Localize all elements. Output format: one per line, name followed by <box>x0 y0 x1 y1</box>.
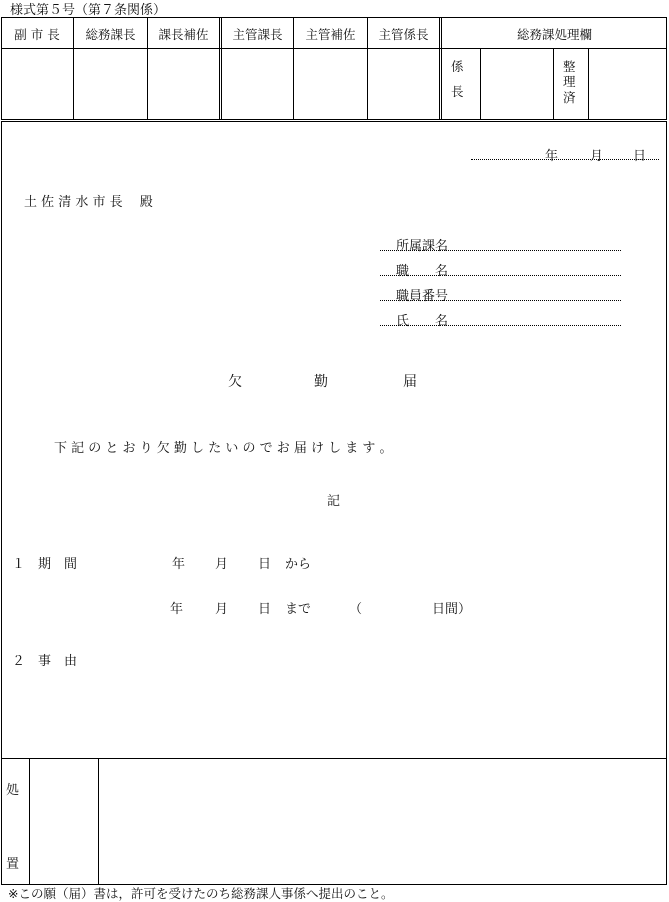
days-paren-open: （ <box>349 602 363 617</box>
name-label: 氏 名 <box>396 314 449 329</box>
header-general-affairs-chief: 総務課長 <box>85 27 136 42</box>
date-month: 月 <box>590 149 604 164</box>
divider <box>588 48 589 120</box>
from-day: 日 <box>258 557 272 572</box>
staff-number-underline <box>380 300 621 301</box>
header-supervising-chief: 主管課長 <box>232 27 283 42</box>
divider <box>553 48 554 120</box>
header-processing-column: 総務課処理欄 <box>516 27 592 42</box>
header-vice-mayor: 副 市 長 <box>14 27 60 42</box>
staff-number-label: 職員番号 <box>396 289 449 304</box>
divider <box>219 17 220 120</box>
dept-underline <box>380 250 621 251</box>
divider <box>98 758 99 885</box>
name-underline <box>380 325 621 326</box>
disposition-char-bottom: 置 <box>6 857 20 872</box>
title-todoke: 届 <box>403 374 417 390</box>
divider <box>29 758 30 885</box>
job-title-underline <box>380 275 621 276</box>
approval-row-divider <box>1 48 667 49</box>
title-ketsu: 欠 <box>228 374 242 390</box>
to-day: 日 <box>258 602 272 617</box>
chou-char: 長 <box>451 84 464 99</box>
reason-label: ２ 事 由 <box>12 654 78 669</box>
to-month: 月 <box>215 602 229 617</box>
from-month: 月 <box>215 557 229 572</box>
ri-char: 理 <box>563 74 576 89</box>
divider <box>439 17 440 120</box>
body-statement: 下 記 の と お り 欠 勤 し た い の で お 届 け し ま す 。 <box>54 441 393 456</box>
addressee: 土 佐 清 水 市 長 殿 <box>24 195 153 210</box>
disposition-char-top: 処 <box>6 783 20 798</box>
date-day: 日 <box>633 149 647 164</box>
dept-label: 所属課名 <box>396 239 449 254</box>
zumi-char: 済 <box>563 90 576 105</box>
to-suffix: まで <box>285 602 312 617</box>
to-year: 年 <box>170 602 184 617</box>
footnote: ※この願（届）書は，許可を受けたのち総務課人事係へ提出のこと。 <box>8 886 394 901</box>
header-supervising-deputy: 主管補佐 <box>305 27 356 42</box>
days-label: 日間） <box>432 602 472 617</box>
date-year: 年 <box>545 149 559 164</box>
kakari-char: 係 <box>451 59 464 74</box>
job-title-label: 職 名 <box>396 264 449 279</box>
header-supervising-section-head: 主管係長 <box>378 27 429 42</box>
from-year: 年 <box>172 557 186 572</box>
form-number-title: 様式第５号（第７条関係） <box>10 3 167 18</box>
ki-label: 記 <box>327 494 341 509</box>
period-label: １ 期 間 <box>12 557 78 572</box>
sei-char: 整 <box>563 59 576 74</box>
from-suffix: から <box>285 557 312 572</box>
title-kin: 勤 <box>314 374 328 390</box>
header-deputy-chief: 課長補佐 <box>158 27 209 42</box>
disposition-top-border <box>1 758 667 759</box>
date-underline <box>471 159 659 160</box>
divider <box>480 48 481 120</box>
